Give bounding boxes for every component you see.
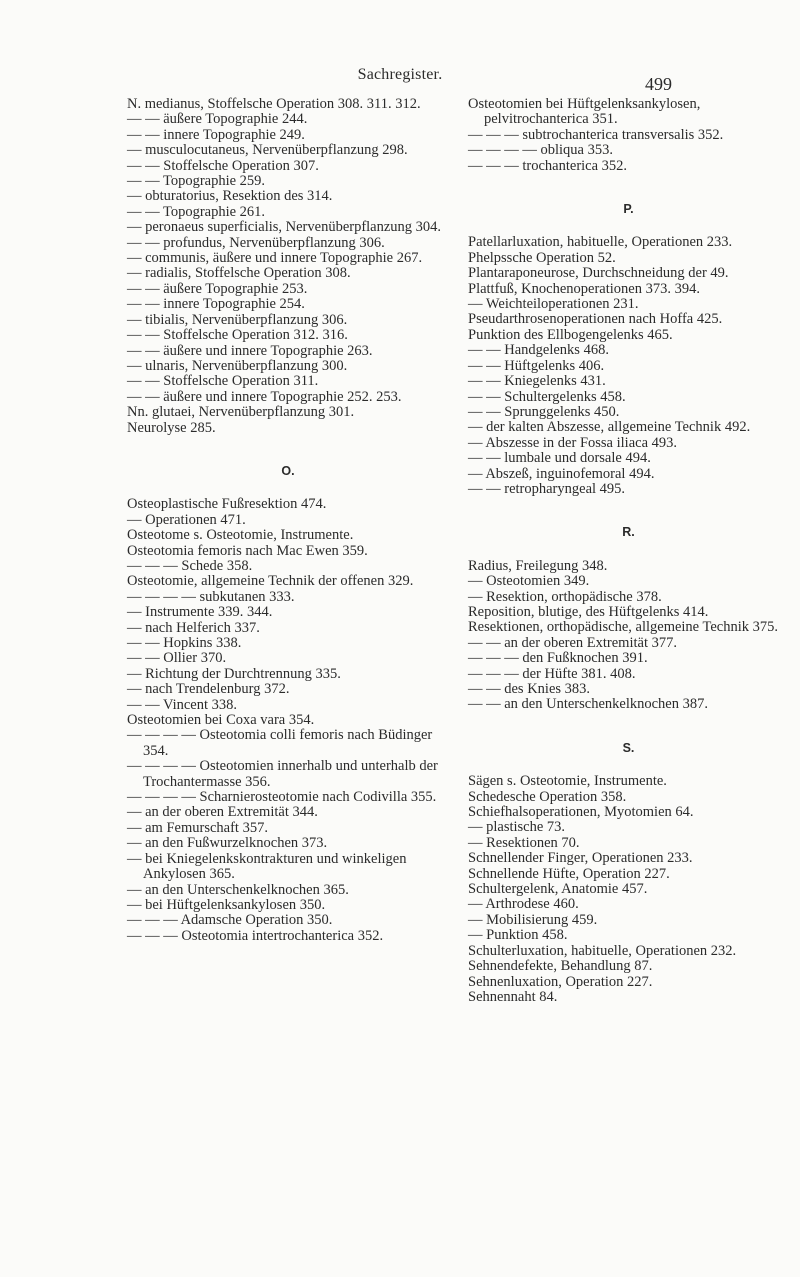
index-entry: — — äußere Topographie 253. [127, 280, 308, 297]
index-entry: — Abszeß, inguinofemoral 494. [468, 465, 655, 482]
index-entry: Schiefhalsoperationen, Myotomien 64. [468, 804, 694, 821]
index-entry: Schnellende Hüfte, Operation 227. [468, 865, 670, 882]
index-entry: — — innere Topographie 254. [127, 296, 305, 313]
index-entry: — — — den Fußknochen 391. [468, 650, 648, 667]
section-letter: S. [622, 740, 635, 755]
index-entry: — Richtung der Durchtrennung 335. [127, 665, 341, 682]
index-entry: — Instrumente 339. 344. [127, 604, 273, 621]
index-entry: — — Stoffelsche Operation 307. [127, 157, 319, 174]
index-entry: — der kalten Abszesse, allgemeine Technik 492. [468, 419, 751, 436]
index-entry: Sehnennaht 84. [468, 988, 558, 1005]
section-letter: O. [281, 463, 295, 478]
index-entry: — — — — Osteotomia colli femoris nach Büdinger 354. [127, 727, 433, 759]
index-entry: — — Vincent 338. [127, 696, 238, 713]
index-entry: Schnellender Finger, Operationen 233. [468, 850, 693, 867]
index-entry: — — — subtrochanterica transversalis 352. [468, 126, 724, 143]
index-entry: — Resektionen 70. [468, 834, 580, 851]
index-entry: Resektionen, orthopädische, allgemeine Technik 375. [468, 619, 778, 636]
index-entry: Phelpssche Operation 52. [468, 249, 616, 266]
page-number: 499 [645, 74, 672, 94]
running-title: Sachregister. [357, 66, 443, 83]
page-header [0, 66, 800, 94]
index-entry: — — Stoffelsche Operation 311. [127, 373, 319, 390]
index-entry: Neurolyse 285. [127, 419, 216, 436]
section-letter: P. [623, 202, 634, 217]
index-entry: — — Hopkins 338. [127, 635, 242, 651]
index-entry: — — an der oberen Extremität 377. [468, 634, 677, 651]
index-entry: — — Stoffelsche Operation 312. 316. [127, 327, 348, 344]
index-entry: — communis, äußere und innere Topographie 267. [127, 250, 423, 267]
index-entry: — peronaeus superficialis, Nervenüberpflanzung 304. [127, 219, 442, 236]
index-entry: — an den Unterschenkelknochen 365. [127, 881, 349, 898]
index-entry: Schedesche Operation 358. [468, 788, 627, 805]
index-entry: — Osteotomien 349. [468, 573, 590, 590]
index-entry: Patellarluxation, habituelle, Operationen 233. [468, 234, 733, 251]
index-entry: — Resektion, orthopädische 378. [468, 588, 662, 605]
index-entry: — Operationen 471. [127, 511, 246, 528]
index-entry: — musculocutaneus, Nervenüberpflanzung 298. [127, 142, 408, 159]
index-entry: — — Ollier 370. [127, 650, 227, 667]
index-entry: — am Femurschaft 357. [127, 819, 268, 836]
index-entry: — — Kniegelenks 431. [468, 373, 606, 390]
index-entry: — Mobilisierung 459. [468, 911, 598, 928]
index-entry: — — — — Osteotomien innerhalb und unterhalb der Trochantermasse 356. [127, 758, 438, 790]
index-entry: — plastische 73. [468, 819, 566, 836]
index-entry: — — äußere Topographie 244. [127, 111, 308, 128]
index-entry: — — äußere und innere Topographie 263. [127, 342, 373, 359]
index-entry: Reposition, blutige, des Hüftgelenks 414. [468, 603, 709, 620]
index-entry: — — Handgelenks 468. [468, 342, 609, 359]
index-entry: — bei Kniegelenkskontrakturen und winkeligen Ankylosen 365. [127, 850, 407, 883]
index-entry: Punktion des Ellbogengelenks 465. [468, 326, 673, 343]
index-entry: Sägen s. Osteotomie, Instrumente. [468, 773, 667, 790]
index-entry: — — — Adamsche Operation 350. [127, 912, 333, 929]
index-entry: Schultergelenk, Anatomie 457. [468, 881, 648, 898]
index-entry: — Punktion 458. [468, 927, 568, 944]
section-letter: R. [622, 525, 635, 540]
index-entry: — — lumbale und dorsale 494. [468, 450, 651, 467]
index-entry: Pseudarthrosenoperationen nach Hoffa 425. [468, 311, 723, 328]
index-entry: Nn. glutaei, Nervenüberpflanzung 301. [127, 404, 355, 421]
index-entry: — — — — obliqua 353. [468, 142, 613, 159]
index-entry: — radialis, Stoffelsche Operation 308. [127, 265, 351, 282]
index-entry: — — des Knies 383. [468, 681, 591, 697]
index-entry: — obturatorius, Resektion des 314. [127, 188, 333, 205]
index-entry: — Weichteiloperationen 231. [468, 296, 639, 313]
index-entry: Osteotomien bei Coxa vara 354. [127, 712, 315, 729]
index-entry: — Abszesse in der Fossa iliaca 493. [468, 434, 678, 451]
index-entry: — — Topographie 259. [127, 173, 266, 190]
index-entry: — — — trochanterica 352. [468, 157, 628, 174]
index-entry: — tibialis, Nervenüberpflanzung 306. [127, 311, 348, 328]
index-entry: — ulnaris, Nervenüberpflanzung 300. [127, 357, 348, 374]
index-entry: Plattfuß, Knochenoperationen 373. 394. [468, 280, 700, 297]
index-entry: — — — Schede 358. [127, 557, 253, 574]
index-column-right [468, 97, 789, 1005]
index-entry: — bei Hüftgelenksankylosen 350. [127, 896, 326, 913]
index-entry: — — — Osteotomia intertrochanterica 352. [127, 927, 384, 944]
index-entry: — — äußere und innere Topographie 252. 253. [127, 388, 402, 405]
index-entry: — Arthrodese 460. [468, 896, 579, 913]
index-entry: Osteotomie, allgemeine Technik der offenen 329. [127, 573, 414, 590]
index-entry: — — Hüftgelenks 406. [468, 357, 605, 374]
index-entry: Sehnendefekte, Behandlung 87. [468, 958, 653, 975]
index-entry: — an der oberen Extremität 344. [127, 804, 318, 821]
index-entry: Plantaraponeurose, Durchschneidung der 49. [468, 265, 729, 282]
index-entry: — — — — Scharnierosteotomie nach Codivilla 355. [127, 789, 437, 806]
index-entry: — — — der Hüfte 381. 408. [468, 665, 636, 682]
index-entry: Osteotomien bei Hüftgelenksankylosen, pelvitrochanterica 351. [468, 96, 701, 128]
index-entry: — — retropharyngeal 495. [468, 480, 626, 497]
index-entry: Osteotomia femoris nach Mac Ewen 359. [127, 542, 368, 559]
index-entry: — — profundus, Nervenüberpflanzung 306. [127, 234, 385, 251]
index-entry: — nach Trendelenburg 372. [127, 681, 290, 698]
index-entry: N. medianus, Stoffelsche Operation 308. 311. 312. [127, 96, 421, 112]
index-column-left [127, 97, 449, 944]
index-entry: Osteotome s. Osteotomie, Instrumente. [127, 527, 354, 544]
index-entry: — — an den Unterschenkelknochen 387. [468, 696, 708, 713]
index-entry: Schulterluxation, habituelle, Operationen 232. [468, 942, 737, 959]
index-entry: — — Schultergelenks 458. [468, 388, 626, 405]
index-entry: Sehnenluxation, Operation 227. [468, 973, 653, 990]
index-entry: — — innere Topographie 249. [127, 126, 305, 143]
index-entry: — — Sprunggelenks 450. [468, 403, 620, 420]
index-entry: — — Topographie 261. [127, 203, 266, 220]
index-entry: — nach Helferich 337. [127, 619, 260, 636]
index-entry: Radius, Freilegung 348. [468, 557, 608, 574]
index-entry: — an den Fußwurzelknochen 373. [127, 835, 328, 852]
index-entry: Osteoplastische Fußresektion 474. [127, 496, 327, 513]
index-entry: — — — — subkutanen 333. [127, 588, 295, 605]
